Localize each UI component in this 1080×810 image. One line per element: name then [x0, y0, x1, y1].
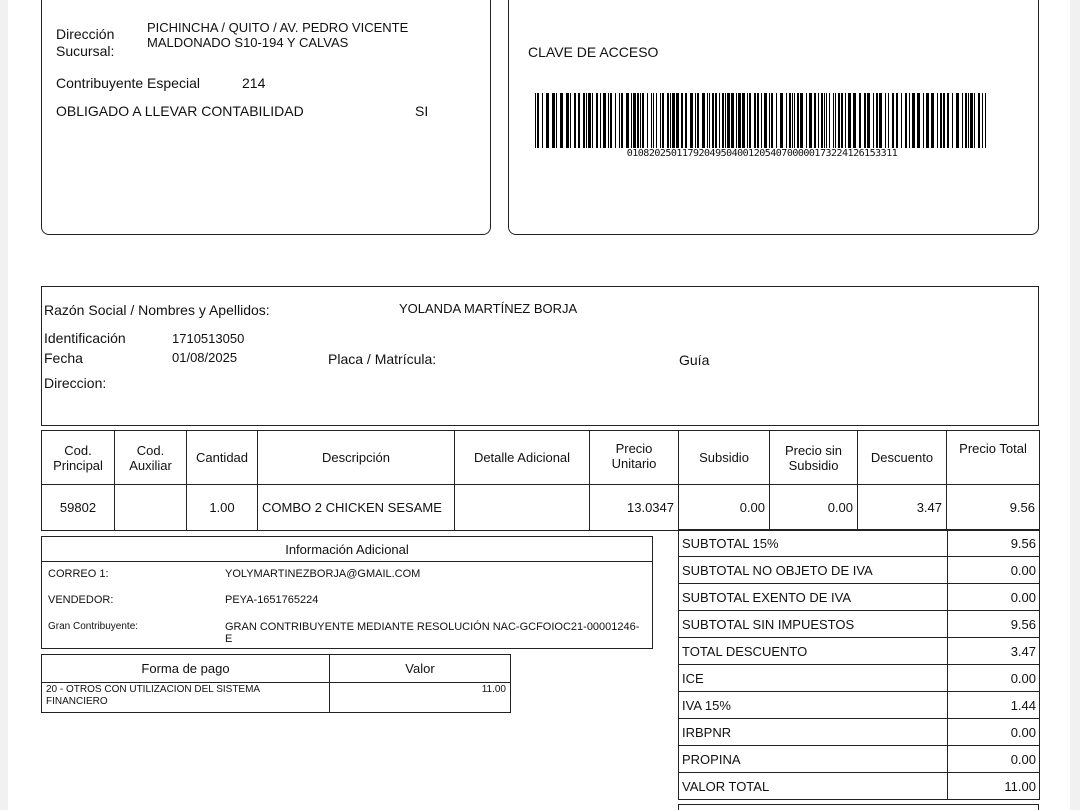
barcode-bar: [566, 93, 569, 148]
barcode-bar: [633, 93, 636, 148]
totals-value: 1.44: [948, 692, 1040, 719]
barcode-bar: [667, 93, 669, 148]
barcode-bar: [742, 93, 745, 148]
totals-value: 0.00: [948, 719, 1040, 746]
totals-label: SUBTOTAL EXENTO DE IVA: [679, 584, 948, 611]
direccion-sucursal-label: Dirección Sucursal:: [56, 26, 115, 59]
barcode-bar: [662, 93, 664, 148]
barcode-bar: [738, 93, 741, 148]
totals-row: [679, 611, 1040, 638]
info-vendedor-label: VENDEDOR:: [48, 594, 114, 606]
barcode-bar: [789, 93, 791, 148]
barcode-bar: [757, 93, 759, 148]
barcode-bar: [570, 93, 571, 148]
barcode-bar: [876, 93, 878, 148]
fecha-value: 01/08/2025: [172, 350, 238, 365]
totals-label: TOTAL DESCUENTO: [679, 638, 948, 665]
barcode-bar: [615, 93, 616, 148]
barcode-bar: [818, 93, 819, 148]
cell-descuento: 3.47: [858, 485, 947, 531]
barcode-bar: [952, 93, 953, 148]
forma-pago-amount: 11.00: [330, 683, 511, 713]
barcode-bar: [621, 93, 623, 148]
barcode-bar: [786, 93, 787, 148]
col-subsidio: Subsidio: [679, 431, 770, 485]
contribuyente-especial-label: Contribuyente Especial: [56, 75, 200, 91]
barcode-bar: [702, 93, 705, 148]
barcode-bar: [588, 93, 591, 148]
info-gran-contribuyente-label: Gran Contribuyente:: [48, 621, 139, 632]
barcode-bar: [608, 93, 609, 148]
totals-value: 3.47: [948, 638, 1040, 665]
barcode-bar: [709, 93, 710, 148]
barcode-bar: [600, 93, 601, 148]
direccion-cliente-label: Direccion:: [44, 375, 107, 391]
barcode-bar: [578, 93, 580, 148]
totales-table: [678, 529, 1040, 800]
barcode-bar: [867, 93, 870, 148]
barcode-bar: [556, 93, 557, 148]
barcode-bar: [637, 93, 639, 148]
col-detalle-adicional: Detalle Adicional: [455, 431, 590, 485]
totals-row: [679, 665, 1040, 692]
barcode-bar: [640, 93, 641, 148]
barcode-bar: [731, 93, 734, 148]
barcode-bar: [771, 93, 773, 148]
invoice-page: [8, 0, 1070, 810]
barcode-bar: [631, 93, 632, 148]
barcode-bar: [824, 93, 825, 148]
barcode-bar: [697, 93, 699, 148]
barcode-bar: [583, 93, 585, 148]
barcode-bar: [800, 93, 803, 148]
info-vendedor-value: PEYA-1651765224: [225, 594, 319, 606]
table-row: [42, 683, 511, 713]
totals-row: [679, 746, 1040, 773]
cell-descripcion: COMBO 2 CHICKEN SESAME: [258, 485, 455, 531]
info-correo-value: YOLYMARTINEZBORJA@GMAIL.COM: [225, 568, 421, 580]
barcode-bar: [719, 93, 720, 148]
barcode-bar: [780, 93, 783, 148]
cell-precio-total: 9.56: [947, 485, 1040, 531]
obligado-contabilidad-label: OBLIGADO A LLEVAR CONTABILIDAD: [56, 103, 304, 119]
barcode-bar: [542, 93, 543, 148]
cell-precio-unitario: 13.0347: [590, 485, 679, 531]
barcode-bar: [560, 93, 563, 148]
totals-row: [679, 773, 1040, 800]
razon-social-label: Razón Social / Nombres y Apellidos:: [44, 302, 270, 318]
barcode-bar: [962, 93, 963, 148]
identificacion-value: 1710513050: [172, 331, 245, 346]
cell-subsidio: 0.00: [679, 485, 770, 531]
barcode-bar: [619, 93, 620, 148]
barcode-bar: [647, 93, 648, 148]
barcode-bar: [821, 93, 823, 148]
barcode-bar: [912, 93, 915, 148]
info-correo-label: CORREO 1:: [48, 568, 109, 580]
barcode-bar: [747, 93, 748, 148]
barcode-bar: [574, 93, 576, 148]
clave-acceso-label: CLAVE DE ACCESO: [528, 44, 659, 60]
forma-pago-table: [41, 654, 511, 713]
clave-acceso-number: 0108202501179204950400120540700000173224126153311: [626, 148, 898, 159]
barcode-bar: [859, 93, 861, 148]
barcode-bar: [707, 93, 708, 148]
barcode-bar: [885, 93, 886, 148]
barcode-bar: [926, 93, 929, 148]
contribuyente-especial-value: 214: [242, 75, 266, 91]
barcode-bar: [909, 93, 910, 148]
barcode-bar: [845, 93, 846, 148]
barcode-bar: [947, 93, 949, 148]
totals-row: [679, 530, 1040, 557]
barcode-bar: [670, 93, 671, 148]
barcode-bar: [917, 93, 920, 148]
barcode-bar: [672, 93, 675, 148]
barcode-bar: [797, 93, 799, 148]
totals-label: VALOR TOTAL: [679, 773, 948, 800]
col-cod-principal: Cod. Principal: [42, 431, 115, 485]
col-precio-sin-subsidio: Precio sin Subsidio: [770, 431, 858, 485]
barcode-bar: [965, 93, 967, 148]
barcode-bar: [610, 93, 612, 148]
cell-detalle-adicional: [455, 485, 590, 531]
table-row: [42, 485, 1040, 531]
barcode-bar: [896, 93, 898, 148]
cell-cod-principal: 59802: [42, 485, 115, 531]
barcode-bar: [806, 93, 807, 148]
totals-row: [679, 719, 1040, 746]
barcode-bar: [838, 93, 840, 148]
barcode-bar: [592, 93, 593, 148]
info-adicional-divider: [41, 561, 653, 562]
barcode-bar: [586, 93, 587, 148]
barcode-bar: [968, 93, 969, 148]
barcode-bar: [835, 93, 836, 148]
barcode-bar: [940, 93, 942, 148]
barcode-bar: [626, 93, 629, 148]
barcode-bar: [833, 93, 834, 148]
barcode-bar: [905, 93, 907, 148]
barcode-bar: [725, 93, 726, 148]
razon-social-value: YOLANDA MARTÍNEZ BORJA: [399, 301, 578, 316]
barcode-bar: [546, 93, 549, 148]
cell-cod-auxiliar: [115, 485, 187, 531]
direccion-sucursal-line2: MALDONADO S10-194 Y CALVAS: [147, 35, 349, 50]
totals-value: 9.56: [948, 530, 1040, 557]
valor-header: Valor: [330, 655, 511, 683]
barcode-bar: [809, 93, 812, 148]
barcode-bar: [769, 93, 770, 148]
barcode-bar: [651, 93, 652, 148]
barcode-bar: [853, 93, 856, 148]
identificacion-label: Identificación: [44, 330, 126, 346]
barcode-bar: [879, 93, 882, 148]
col-descuento: Descuento: [858, 431, 947, 485]
barcode-bar: [888, 93, 889, 148]
barcode-bar: [829, 93, 830, 148]
barcode-bar: [985, 93, 986, 148]
barcode-bar: [931, 93, 934, 148]
totals-value: 11.00: [948, 773, 1040, 800]
forma-pago-header: Forma de pago: [42, 655, 330, 683]
barcode-bar: [826, 93, 827, 148]
barcode-bar: [923, 93, 924, 148]
totals-value: 0.00: [948, 557, 1040, 584]
barcode-bar: [736, 93, 737, 148]
col-precio-total: Precio Total: [947, 431, 1040, 485]
totals-row: [679, 584, 1040, 611]
totals-label: ICE: [679, 665, 948, 692]
items-table: [41, 430, 1040, 531]
info-gran-contribuyente-value: GRAN CONTRIBUYENTE MEDIANTE RESOLUCIÓN NAC-GCFOIOC21-00001246- E: [225, 621, 640, 645]
totals-label: IVA 15%: [679, 692, 948, 719]
cell-cantidad: 1.00: [187, 485, 258, 531]
barcode-bar: [848, 93, 851, 148]
barcode-bar: [681, 93, 683, 148]
totals-value: 0.00: [948, 746, 1040, 773]
col-cantidad: Cantidad: [187, 431, 258, 485]
totals-label: PROPINA: [679, 746, 948, 773]
barcode-bar: [901, 93, 902, 148]
barcode-bar: [754, 93, 756, 148]
barcode-bar: [660, 93, 661, 148]
totals-value: 0.00: [948, 665, 1040, 692]
barcode-bar: [873, 93, 874, 148]
fecha-label: Fecha: [44, 350, 83, 366]
barcode-bar: [685, 93, 687, 148]
barcode-bar: [749, 93, 751, 148]
barcode-bar: [814, 93, 816, 148]
col-cod-auxiliar: Cod. Auxiliar: [115, 431, 187, 485]
totals-row: [679, 638, 1040, 665]
placa-label: Placa / Matrícula:: [328, 351, 437, 367]
barcode-bar: [794, 93, 795, 148]
col-precio-unitario: Precio Unitario: [590, 431, 679, 485]
barcode-bar: [676, 93, 679, 148]
barcode-bar: [978, 93, 980, 148]
barcode-bar: [537, 93, 539, 148]
barcode-bar: [535, 93, 536, 148]
barcode-bar: [864, 93, 866, 148]
totals-label: SUBTOTAL 15%: [679, 530, 948, 557]
guia-label: Guía: [679, 352, 710, 368]
barcode-bar: [764, 93, 767, 148]
barcode-bar: [596, 93, 598, 148]
barcode-bar: [722, 93, 724, 148]
barcode-bar: [727, 93, 730, 148]
barcode-bar: [761, 93, 762, 148]
barcode-bar: [552, 93, 555, 148]
totals-bottom-border: [678, 804, 1039, 810]
barcode-bar: [712, 93, 714, 148]
items-header-row: [42, 431, 1040, 485]
totals-label: SUBTOTAL NO OBJETO DE IVA: [679, 557, 948, 584]
barcode-bar: [892, 93, 894, 148]
barcode-bar: [841, 93, 843, 148]
totals-value: 9.56: [948, 611, 1040, 638]
barcode-bar: [715, 93, 717, 148]
totals-row: [679, 557, 1040, 584]
totals-label: IRBPNR: [679, 719, 948, 746]
barcode-image: [535, 93, 989, 148]
barcode-bar: [656, 93, 657, 148]
obligado-contabilidad-value: SI: [415, 103, 429, 119]
barcode-bar: [970, 93, 973, 148]
col-descripcion: Descripción: [258, 431, 455, 485]
barcode-bar: [982, 93, 983, 148]
barcode-bar: [695, 93, 696, 148]
direccion-sucursal-line1: PICHINCHA / QUITO / AV. PEDRO VICENTE: [147, 20, 409, 35]
totals-row: [679, 692, 1040, 719]
barcode-bar: [642, 93, 644, 148]
barcode-bar: [653, 93, 654, 148]
barcode-bar: [974, 93, 975, 148]
forma-pago-value: 20 - OTROS CON UTILIZACION DEL SISTEMA FINANCIERO: [42, 683, 330, 713]
barcode-bar: [690, 93, 693, 148]
totals-label: SUBTOTAL SIN IMPUESTOS: [679, 611, 948, 638]
totals-value: 0.00: [948, 584, 1040, 611]
barcode-bar: [956, 93, 959, 148]
barcode-bar: [603, 93, 606, 148]
cell-precio-sin-subsidio: 0.00: [770, 485, 858, 531]
barcode-bar: [937, 93, 938, 148]
barcode-bar: [943, 93, 945, 148]
barcode-bar: [776, 93, 777, 148]
info-adicional-title: Información Adicional: [285, 542, 409, 557]
barcode-bar: [792, 93, 793, 148]
